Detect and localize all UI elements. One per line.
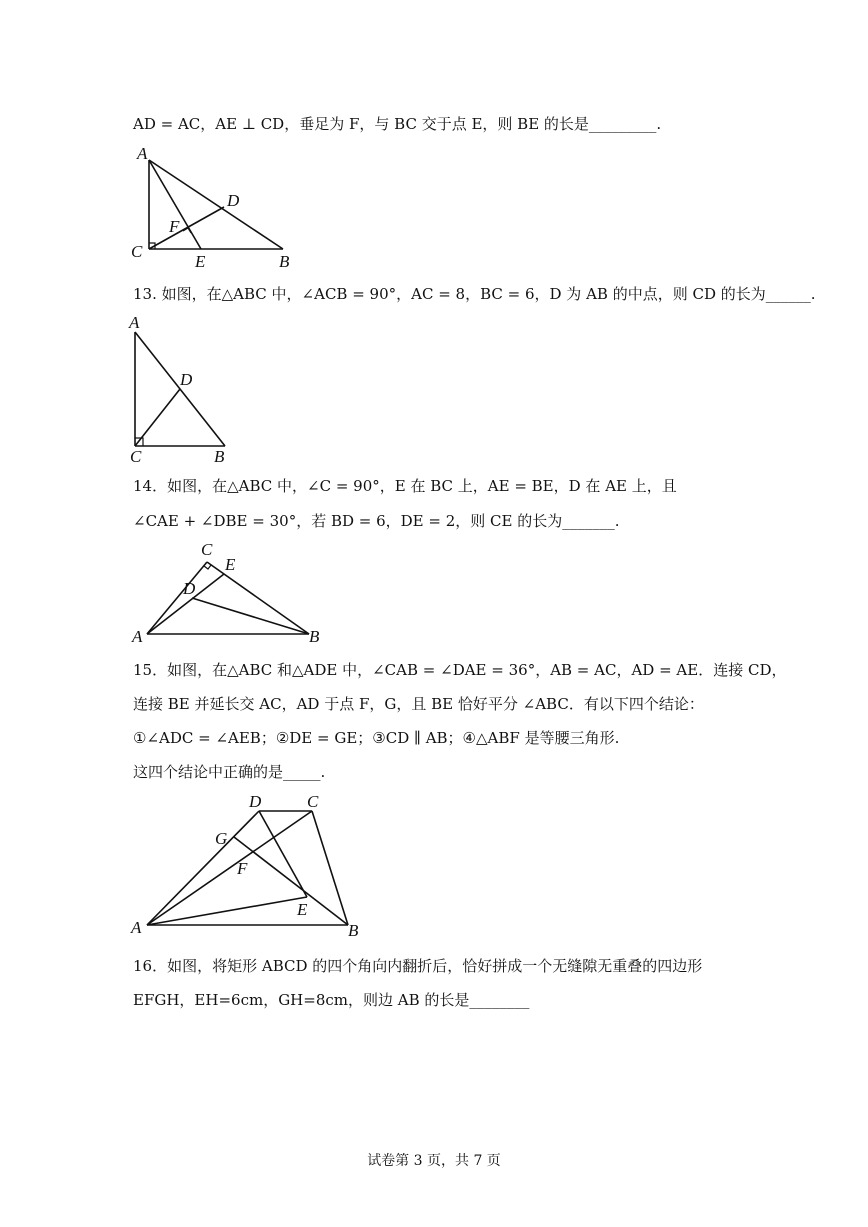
q15-label-F: F xyxy=(237,859,248,878)
q14-label-B: B xyxy=(309,627,320,646)
q14-label-A: A xyxy=(132,627,143,646)
q12-label-B: B xyxy=(279,252,290,271)
q13-label-C: C xyxy=(130,447,142,466)
q15-label-D: D xyxy=(249,792,262,811)
q13-label-B: B xyxy=(214,447,225,466)
q15-segment-AC xyxy=(147,811,312,925)
q15-text-line2: 连接 BE 并延长交 AC，AD 于点 F，G，且 BE 恰好平分 ∠ABC．有以下四个结论： xyxy=(133,695,704,713)
q12-label-D: D xyxy=(227,191,240,210)
q15-segment-CB xyxy=(312,811,348,925)
q14-label-E: E xyxy=(225,555,236,574)
page-footer: 试卷第 3 页，共 7 页 xyxy=(367,1153,501,1169)
q13-figure xyxy=(125,312,245,467)
q15-label-G: G xyxy=(215,829,228,848)
q12-label-F: F xyxy=(169,217,180,236)
q14-segment-AC xyxy=(147,562,207,634)
q14-text-line1: 14．如图，在△ABC 中，∠C = 90°，E 在 BC 上，AE = BE，D 在 AE 上，且 xyxy=(133,477,677,495)
q14-segment-DB xyxy=(192,598,309,634)
q14-segment-CB xyxy=(207,562,309,634)
q13-label-D: D xyxy=(180,370,193,389)
q14-right-angle-C xyxy=(204,565,211,569)
q12-text-line1: AD = AC，AE ⊥ CD，垂足为 F，与 BC 交于点 E，则 BE 的长是_________. xyxy=(133,115,662,133)
q14-label-C: C xyxy=(201,540,213,559)
q14-label-D: D xyxy=(183,579,196,598)
q14-figure xyxy=(125,538,335,648)
q15-text-line1: 15．如图，在△ABC 和△ADE 中，∠CAB = ∠DAE = 36°，AB = AC，AD = AE．连接 CD， xyxy=(133,661,787,679)
q16-text-line1: 16．如图，将矩形 ABCD 的四个角向内翻折后，恰好拼成一个无缝隙无重叠的四边形 xyxy=(133,957,703,975)
q15-label-A: A xyxy=(131,918,142,937)
q15-label-C: C xyxy=(307,792,319,811)
q15-segment-DE xyxy=(259,811,307,897)
q15-text-line3: ①∠ADC = ∠AEB；②DE = GE；③CD ∥ AB；④△ABF 是等腰三角形. xyxy=(133,729,620,747)
q13-label-A: A xyxy=(129,313,140,332)
q15-label-E: E xyxy=(297,900,308,919)
q12-segment-CD xyxy=(149,207,224,249)
q15-text-line4: 这四个结论中正确的是_____. xyxy=(133,763,326,781)
q13-text-line1: 13. 如图，在△ABC 中，∠ACB = 90°，AC = 8，BC = 6，D 为 AB 的中点，则 CD 的长为______. xyxy=(133,285,816,303)
q16-text-line2: EFGH，EH=6cm，GH=8cm，则边 AB 的长是________ xyxy=(133,991,530,1009)
q15-label-B: B xyxy=(348,921,359,940)
q12-label-A: A xyxy=(137,144,148,163)
q12-figure xyxy=(125,140,315,275)
q12-label-E: E xyxy=(195,252,206,271)
q14-text-line2: ∠CAE + ∠DBE = 30°，若 BD = 6，DE = 2，则 CE 的长为_______. xyxy=(133,512,620,530)
q12-label-C: C xyxy=(131,242,143,261)
q15-figure xyxy=(125,790,375,945)
q15-segment-GB xyxy=(234,837,348,925)
